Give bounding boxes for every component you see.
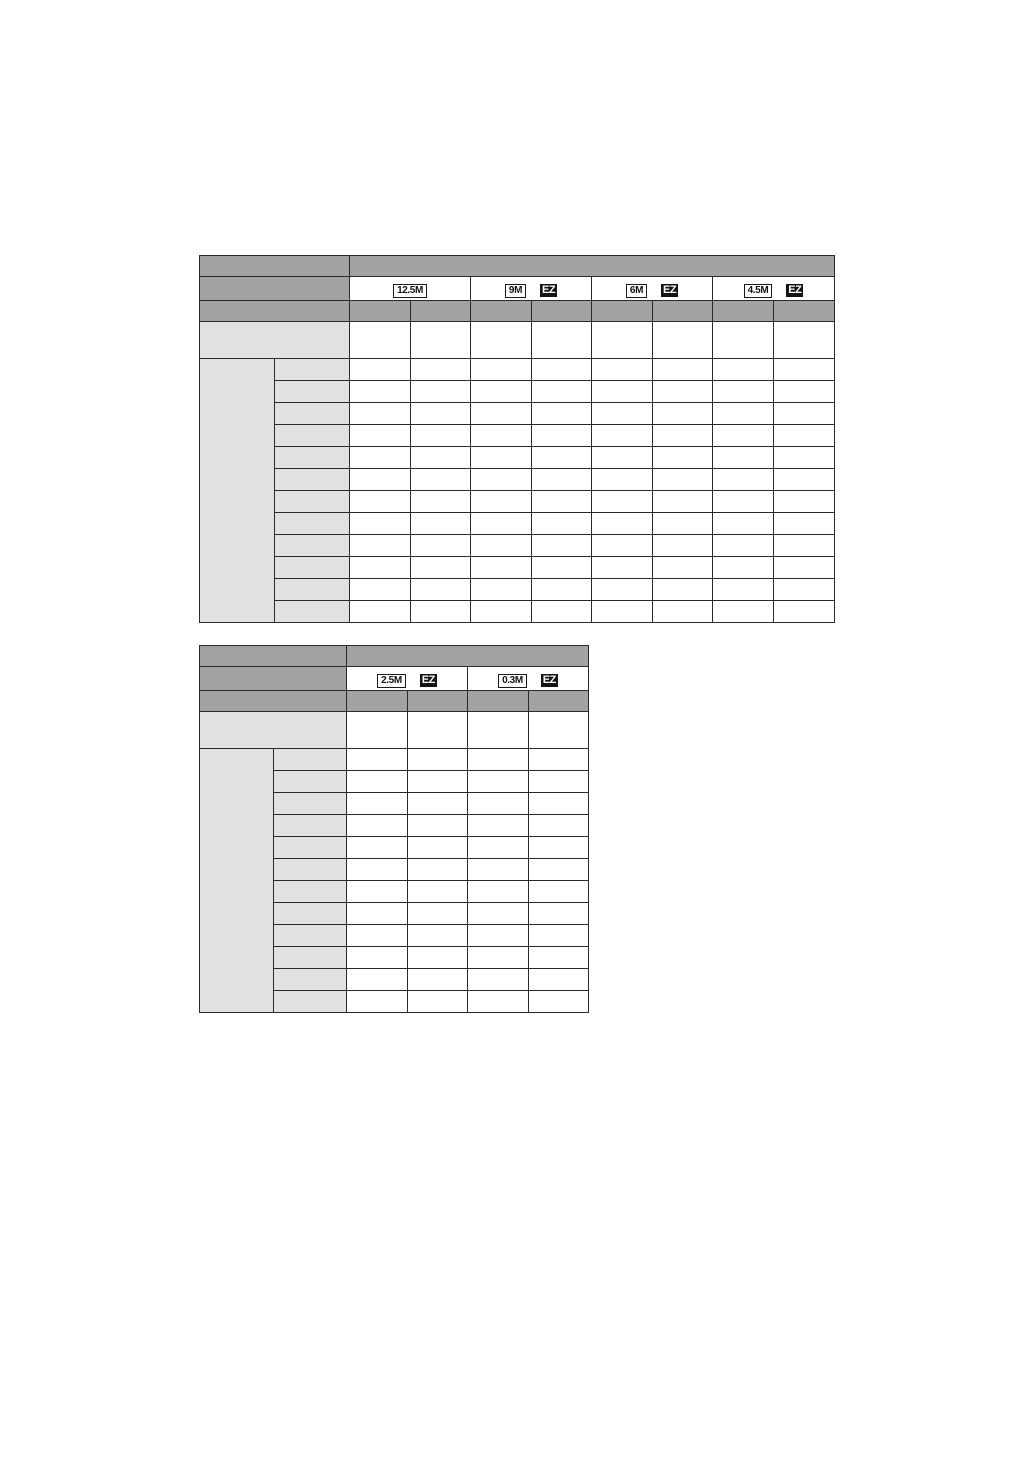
table-row — [200, 381, 835, 403]
picture-count-cell — [529, 881, 589, 903]
picture-size-label-cell — [200, 277, 350, 301]
file-size-label-cell — [200, 322, 350, 359]
picture-count-cell — [350, 491, 411, 513]
picture-count-cell — [468, 881, 529, 903]
picture-count-cell — [532, 601, 592, 623]
picture-size-icon-group — [498, 674, 558, 688]
picture-count-cell — [592, 557, 653, 579]
picture-size-icon: 2.5M — [377, 674, 406, 688]
picture-size-row — [200, 277, 835, 301]
picture-count-cell — [529, 771, 589, 793]
picture-count-cell — [653, 491, 713, 513]
picture-count-cell — [350, 403, 411, 425]
memory-capacity-cell — [274, 969, 347, 991]
quality-row — [200, 691, 589, 712]
table-row — [200, 749, 589, 771]
picture-count-cell — [592, 469, 653, 491]
picture-count-cell — [713, 535, 774, 557]
picture-count-cell — [532, 579, 592, 601]
picture-count-cell — [408, 859, 468, 881]
picture-count-cell — [350, 447, 411, 469]
picture-size-label-cell — [200, 667, 347, 691]
file-size-cell — [347, 712, 408, 749]
picture-size-cell — [347, 667, 468, 691]
picture-count-cell — [774, 513, 835, 535]
picture-count-cell — [774, 491, 835, 513]
memory-capacity-cell — [275, 425, 350, 447]
picture-count-cell — [468, 793, 529, 815]
file-size-row — [200, 322, 835, 359]
picture-count-cell — [653, 469, 713, 491]
memory-capacity-cell — [275, 601, 350, 623]
picture-count-cell — [529, 815, 589, 837]
file-size-cell — [713, 322, 774, 359]
picture-count-cell — [468, 815, 529, 837]
picture-count-cell — [653, 403, 713, 425]
picture-count-cell — [592, 381, 653, 403]
picture-count-cell — [411, 403, 471, 425]
picture-count-cell — [468, 749, 529, 771]
quality-cell — [592, 301, 653, 322]
picture-count-cell — [411, 425, 471, 447]
picture-count-cell — [468, 969, 529, 991]
picture-count-cell — [532, 403, 592, 425]
picture-count-cell — [592, 491, 653, 513]
quality-cell — [347, 691, 408, 712]
picture-count-cell — [592, 535, 653, 557]
picture-count-cell — [408, 903, 468, 925]
picture-count-cell — [468, 991, 529, 1013]
file-size-cell — [532, 322, 592, 359]
picture-count-cell — [408, 969, 468, 991]
memory-capacity-cell — [274, 793, 347, 815]
picture-count-cell — [471, 359, 532, 381]
picture-count-cell — [350, 535, 411, 557]
picture-count-cell — [408, 947, 468, 969]
extended-zoom-icon: EZ — [542, 674, 556, 686]
header-row — [200, 256, 835, 277]
table-row — [200, 557, 835, 579]
picture-count-cell — [408, 881, 468, 903]
picture-count-cell — [411, 535, 471, 557]
picture-count-cell — [408, 991, 468, 1013]
picture-count-cell — [529, 925, 589, 947]
memory-capacity-cell — [274, 815, 347, 837]
picture-count-cell — [592, 425, 653, 447]
picture-count-cell — [592, 403, 653, 425]
picture-count-cell — [408, 837, 468, 859]
quality-cell — [468, 691, 529, 712]
picture-count-cell — [713, 491, 774, 513]
picture-count-cell — [653, 381, 713, 403]
picture-count-cell — [529, 969, 589, 991]
file-size-cell — [471, 322, 532, 359]
memory-capacity-cell — [275, 535, 350, 557]
header-row — [200, 646, 589, 667]
file-size-label-cell — [200, 712, 347, 749]
picture-size-icon-group — [377, 674, 437, 688]
file-size-cell — [592, 322, 653, 359]
quality-cell — [471, 301, 532, 322]
picture-count-cell — [532, 447, 592, 469]
picture-count-cell — [653, 447, 713, 469]
extended-zoom-icon: EZ — [542, 284, 556, 296]
picture-count-cell — [532, 535, 592, 557]
picture-count-cell — [350, 359, 411, 381]
picture-count-cell — [653, 535, 713, 557]
picture-count-cell — [347, 815, 408, 837]
memory-capacity-cell — [274, 881, 347, 903]
picture-count-cell — [347, 991, 408, 1013]
picture-count-cell — [774, 557, 835, 579]
picture-count-cell — [471, 579, 532, 601]
picture-count-cell — [347, 947, 408, 969]
header-label-cell — [200, 256, 350, 277]
picture-count-cell — [411, 469, 471, 491]
picture-count-cell — [532, 469, 592, 491]
picture-count-cell — [468, 771, 529, 793]
picture-count-cell — [774, 403, 835, 425]
table-row — [200, 425, 835, 447]
memory-capacity-cell — [275, 381, 350, 403]
picture-count-cell — [653, 425, 713, 447]
memory-capacity-cell — [275, 491, 350, 513]
picture-count-cell — [529, 859, 589, 881]
picture-count-cell — [713, 469, 774, 491]
picture-count-cell — [529, 837, 589, 859]
picture-size-cell — [592, 277, 713, 301]
picture-count-cell — [774, 535, 835, 557]
memory-capacity-cell — [274, 925, 347, 947]
picture-count-cell — [468, 837, 529, 859]
picture-count-cell — [653, 359, 713, 381]
picture-size-icon-group — [393, 284, 427, 298]
picture-count-cell — [347, 903, 408, 925]
picture-count-cell — [532, 513, 592, 535]
picture-count-cell — [592, 447, 653, 469]
picture-count-cell — [347, 749, 408, 771]
picture-count-cell — [411, 601, 471, 623]
picture-count-cell — [408, 749, 468, 771]
table-row — [200, 491, 835, 513]
quality-cell — [350, 301, 411, 322]
picture-count-cell — [713, 425, 774, 447]
picture-size-icon: 4.5M — [744, 284, 773, 298]
picture-count-cell — [713, 359, 774, 381]
picture-count-cell — [411, 579, 471, 601]
picture-size-cell — [468, 667, 589, 691]
picture-count-cell — [347, 881, 408, 903]
memory-capacity-cell — [275, 557, 350, 579]
memory-capacity-cell — [274, 837, 347, 859]
picture-count-cell — [774, 425, 835, 447]
picture-size-icon-group — [626, 284, 678, 298]
header-span-cell — [350, 256, 835, 277]
picture-count-cell — [347, 969, 408, 991]
memory-capacity-cell — [274, 991, 347, 1013]
picture-size-icon-group — [505, 284, 557, 298]
picture-count-cell — [471, 403, 532, 425]
memory-capacity-cell — [274, 749, 347, 771]
picture-count-cell — [411, 359, 471, 381]
memory-group-label-cell — [200, 749, 274, 1013]
picture-count-cell — [713, 381, 774, 403]
picture-count-cell — [529, 903, 589, 925]
extended-zoom-icon: EZ — [663, 284, 677, 296]
picture-count-cell — [529, 947, 589, 969]
picture-count-cell — [471, 601, 532, 623]
file-size-cell — [468, 712, 529, 749]
picture-count-cell — [713, 447, 774, 469]
extended-zoom-icon: EZ — [788, 284, 802, 296]
quality-cell — [529, 691, 589, 712]
quality-cell — [774, 301, 835, 322]
picture-count-cell — [774, 579, 835, 601]
picture-count-cell — [350, 601, 411, 623]
picture-count-cell — [713, 557, 774, 579]
picture-count-cell — [350, 469, 411, 491]
memory-capacity-cell — [274, 903, 347, 925]
table-row — [200, 469, 835, 491]
picture-count-cell — [468, 925, 529, 947]
file-size-cell — [529, 712, 589, 749]
memory-group-label-cell — [200, 359, 275, 623]
file-size-cell — [653, 322, 713, 359]
picture-count-cell — [347, 859, 408, 881]
memory-capacity-cell — [275, 579, 350, 601]
picture-count-cell — [347, 771, 408, 793]
quality-label-cell — [200, 301, 350, 322]
picture-size-icon: 12.5M — [393, 284, 427, 298]
picture-count-cell — [350, 557, 411, 579]
picture-count-cell — [653, 557, 713, 579]
picture-count-cell — [408, 925, 468, 947]
picture-count-cell — [408, 815, 468, 837]
quality-cell — [408, 691, 468, 712]
picture-count-cell — [529, 793, 589, 815]
table-row — [200, 513, 835, 535]
picture-count-cell — [653, 579, 713, 601]
table-row — [200, 535, 835, 557]
picture-count-cell — [471, 447, 532, 469]
picture-size-row — [200, 667, 589, 691]
picture-count-cell — [468, 947, 529, 969]
memory-capacity-cell — [275, 513, 350, 535]
table-row — [200, 601, 835, 623]
quality-cell — [411, 301, 471, 322]
picture-count-cell — [471, 513, 532, 535]
table-row — [200, 579, 835, 601]
picture-count-cell — [774, 447, 835, 469]
file-size-row — [200, 712, 589, 749]
picture-count-cell — [592, 579, 653, 601]
picture-count-cell — [411, 381, 471, 403]
extended-zoom-icon: EZ — [421, 674, 435, 686]
picture-count-cell — [468, 903, 529, 925]
memory-capacity-cell — [275, 359, 350, 381]
picture-count-cell — [592, 601, 653, 623]
picture-count-cell — [713, 579, 774, 601]
picture-count-cell — [350, 513, 411, 535]
picture-count-cell — [592, 359, 653, 381]
file-size-cell — [408, 712, 468, 749]
picture-count-cell — [350, 579, 411, 601]
quality-cell — [713, 301, 774, 322]
picture-count-cell — [532, 359, 592, 381]
picture-count-cell — [532, 491, 592, 513]
picture-count-cell — [471, 535, 532, 557]
picture-count-cell — [532, 425, 592, 447]
memory-capacity-cell — [274, 859, 347, 881]
memory-capacity-cell — [275, 403, 350, 425]
picture-count-cell — [471, 557, 532, 579]
picture-count-cell — [653, 513, 713, 535]
picture-count-cell — [347, 837, 408, 859]
memory-capacity-cell — [274, 947, 347, 969]
picture-count-cell — [411, 447, 471, 469]
picture-size-icon-group — [744, 284, 804, 298]
picture-count-cell — [529, 991, 589, 1013]
recording-table-bottom — [199, 645, 589, 1013]
memory-capacity-cell — [275, 447, 350, 469]
table-row — [200, 359, 835, 381]
file-size-cell — [350, 322, 411, 359]
picture-count-cell — [529, 749, 589, 771]
picture-count-cell — [411, 491, 471, 513]
picture-count-cell — [713, 513, 774, 535]
file-size-cell — [774, 322, 835, 359]
memory-capacity-cell — [274, 771, 347, 793]
recording-table-top — [199, 255, 835, 623]
picture-count-cell — [713, 601, 774, 623]
quality-cell — [653, 301, 713, 322]
picture-size-icon: 9M — [505, 284, 526, 298]
table-row — [200, 403, 835, 425]
picture-count-cell — [592, 513, 653, 535]
memory-capacity-cell — [275, 469, 350, 491]
picture-count-cell — [408, 793, 468, 815]
header-label-cell — [200, 646, 347, 667]
picture-count-cell — [350, 425, 411, 447]
picture-count-cell — [774, 601, 835, 623]
picture-size-icon: 0.3M — [498, 674, 527, 688]
picture-size-icon: 6M — [626, 284, 647, 298]
picture-count-cell — [471, 469, 532, 491]
picture-size-cell — [713, 277, 835, 301]
picture-count-cell — [471, 381, 532, 403]
picture-count-cell — [713, 403, 774, 425]
picture-count-cell — [468, 859, 529, 881]
quality-label-cell — [200, 691, 347, 712]
file-size-cell — [411, 322, 471, 359]
table-row — [200, 447, 835, 469]
picture-count-cell — [774, 381, 835, 403]
picture-count-cell — [347, 793, 408, 815]
picture-count-cell — [532, 381, 592, 403]
picture-count-cell — [411, 557, 471, 579]
picture-count-cell — [532, 557, 592, 579]
header-span-cell — [347, 646, 589, 667]
picture-size-cell — [350, 277, 471, 301]
picture-count-cell — [471, 491, 532, 513]
picture-size-cell — [471, 277, 592, 301]
picture-count-cell — [411, 513, 471, 535]
picture-count-cell — [350, 381, 411, 403]
quality-row — [200, 301, 835, 322]
picture-count-cell — [653, 601, 713, 623]
picture-count-cell — [774, 359, 835, 381]
picture-count-cell — [408, 771, 468, 793]
picture-count-cell — [347, 925, 408, 947]
picture-count-cell — [774, 469, 835, 491]
quality-cell — [532, 301, 592, 322]
picture-count-cell — [471, 425, 532, 447]
